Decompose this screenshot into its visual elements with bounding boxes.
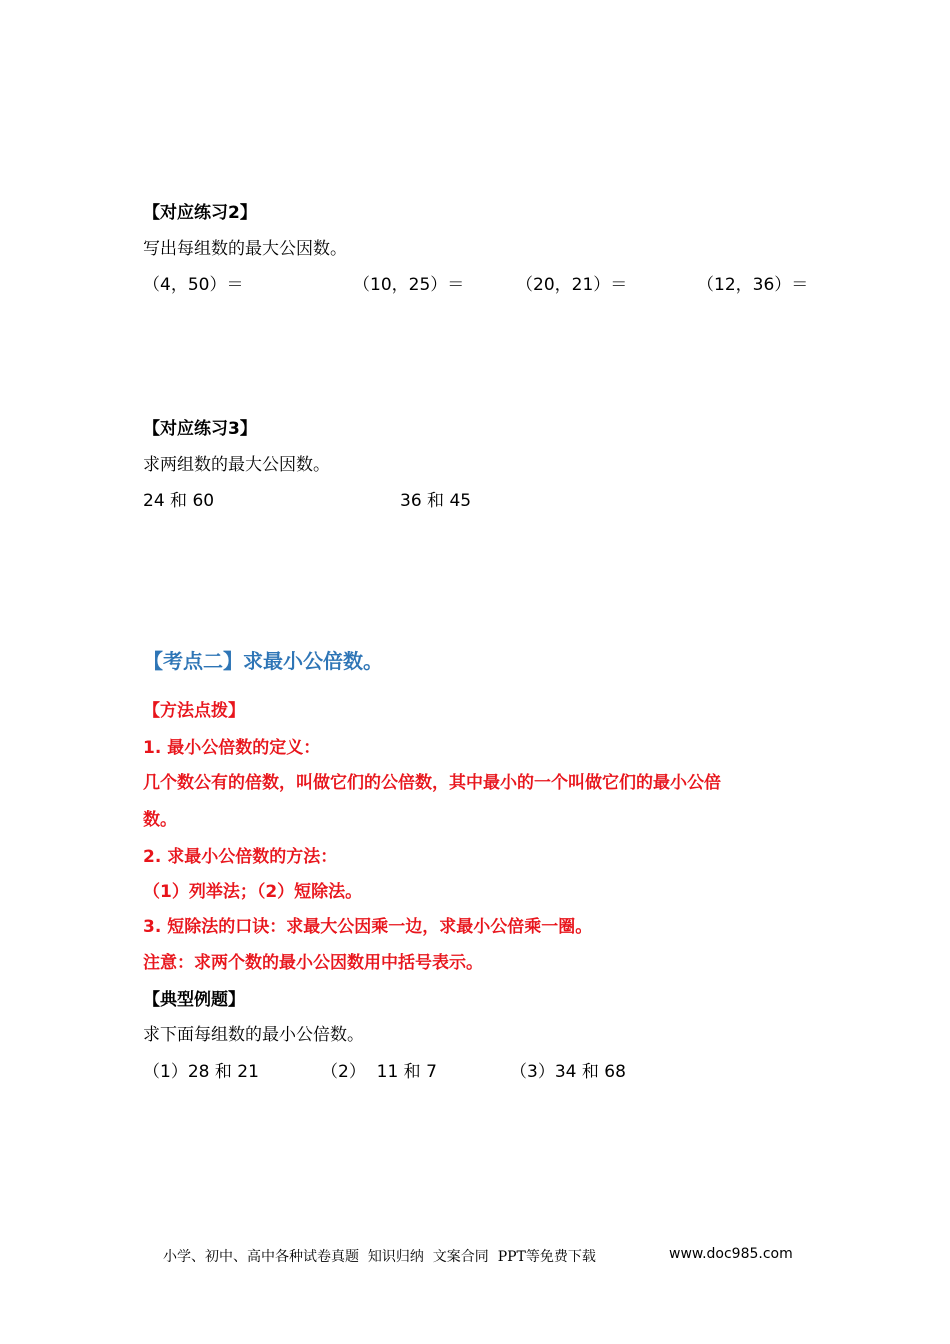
practice-2-prompt: 写出每组数的最大公因数。: [143, 239, 347, 259]
footer-url-link[interactable]: www.doc985.com: [669, 1246, 793, 1262]
practice-2-item-1: （4，50）＝: [143, 275, 244, 295]
practice-2-item-4: （12，36）＝: [697, 275, 809, 295]
method-line-6: 3. 短除法的口诀：求最大公因乘一边，求最小公倍乘一圈。: [143, 917, 593, 937]
method-line-4: 2. 求最小公倍数的方法：: [143, 847, 338, 867]
method-line-5: （1）列举法；（2）短除法。: [143, 882, 363, 902]
section-2-title: 【考点二】求最小公倍数。: [143, 649, 383, 673]
example-item-1: （1）28 和 21: [143, 1062, 259, 1082]
method-line-1: 1. 最小公倍数的定义：: [143, 738, 321, 758]
practice-2-item-3: （20，21）＝: [516, 275, 628, 295]
example-item-2: （2） 11 和 7: [321, 1062, 437, 1082]
practice-2-item-2: （10，25）＝: [353, 275, 465, 295]
example-item-3: （3）34 和 68: [510, 1062, 626, 1082]
practice-3-item-2: 36 和 45: [400, 491, 472, 511]
example-prompt: 求下面每组数的最小公倍数。: [143, 1025, 364, 1045]
practice-3-item-1: 24 和 60: [143, 491, 215, 511]
practice-3-title: 【对应练习3】: [143, 419, 257, 439]
method-line-7: 注意：求两个数的最小公因数用中括号表示。: [143, 953, 483, 973]
method-line-2: 几个数公有的倍数，叫做它们的公倍数，其中最小的一个叫做它们的最小公倍: [143, 773, 721, 793]
practice-3-prompt: 求两组数的最大公因数。: [143, 455, 330, 475]
footer-text: 小学、初中、高中各种试卷真题 知识归纳 文案合同 PPT等免费下载: [163, 1249, 596, 1265]
example-title: 【典型例题】: [143, 990, 245, 1010]
practice-2-title: 【对应练习2】: [143, 203, 257, 223]
method-line-3: 数。: [143, 810, 177, 830]
method-title: 【方法点拨】: [143, 701, 245, 721]
